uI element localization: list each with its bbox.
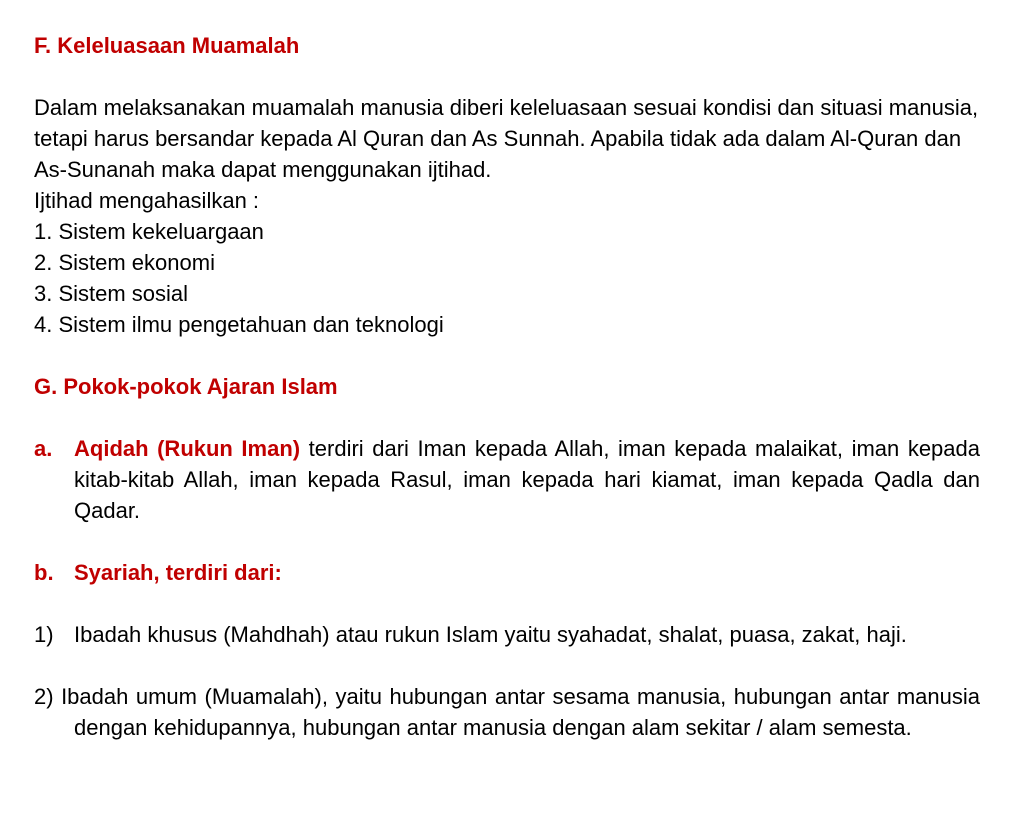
spacer (34, 340, 980, 371)
sub-item-1-text: Ibadah khusus (Mahdhah) atau rukun Islam yaitu syahadat, shalat, puasa, zakat, haji. (74, 622, 907, 647)
point-a-term: Aqidah (Rukun Iman) (74, 436, 301, 461)
point-a-body (74, 433, 980, 526)
spacer (34, 402, 980, 433)
ijtihad-lead: Ijtihad mengahasilkan : (34, 188, 260, 213)
spacer (34, 650, 980, 681)
ijtihad-item-4: 4. Sistem ilmu pengetahuan dan teknologi (34, 312, 444, 337)
point-b-term: Syariah, terdiri dari: (74, 560, 282, 585)
slide-content (34, 30, 980, 743)
point-a (34, 433, 980, 526)
section-g-title: G. Pokok-pokok Ajaran Islam (34, 374, 338, 399)
ijtihad-item-1: 1. Sistem kekeluargaan (34, 219, 264, 244)
sub-item-2: 2) Ibadah umum (Muamalah), yaitu hubungan antar sesama manusia, hubungan antar manusia dengan kehidupannya, hubungan antar manusia dengan alam sekitar / alam semesta. (34, 684, 980, 740)
ijtihad-item-2: 2. Sistem ekonomi (34, 250, 215, 275)
spacer (34, 588, 980, 619)
point-b-marker: b. (34, 560, 54, 585)
ijtihad-item-3: 3. Sistem sosial (34, 281, 189, 306)
spacer (34, 526, 980, 557)
section-f-title: F. Keleluasaan Muamalah (34, 33, 300, 58)
sub-item-1 (34, 619, 980, 650)
point-a-marker: a. (34, 436, 53, 461)
sub-item-1-marker: 1) (34, 622, 54, 647)
spacer (34, 61, 980, 92)
point-b (34, 557, 980, 588)
point-a-text: terdiri dari Iman kepada Allah, iman kepada malaikat, iman kepada kitab-kitab Allah, iman kepada Rasul, iman kepada hari kiamat, iman kepada Qadla dan Qadar. (74, 436, 981, 523)
section-f-intro: Dalam melaksanakan muamalah manusia diberi keleluasaan sesuai kondisi dan situasi manusia, tetapi harus bersandar kepada Al Quran dan As Sunnah. Apabila tidak ada dalam Al-Quran dan As-Sunanah maka dapat menggunakan ijtihad. (34, 95, 979, 182)
